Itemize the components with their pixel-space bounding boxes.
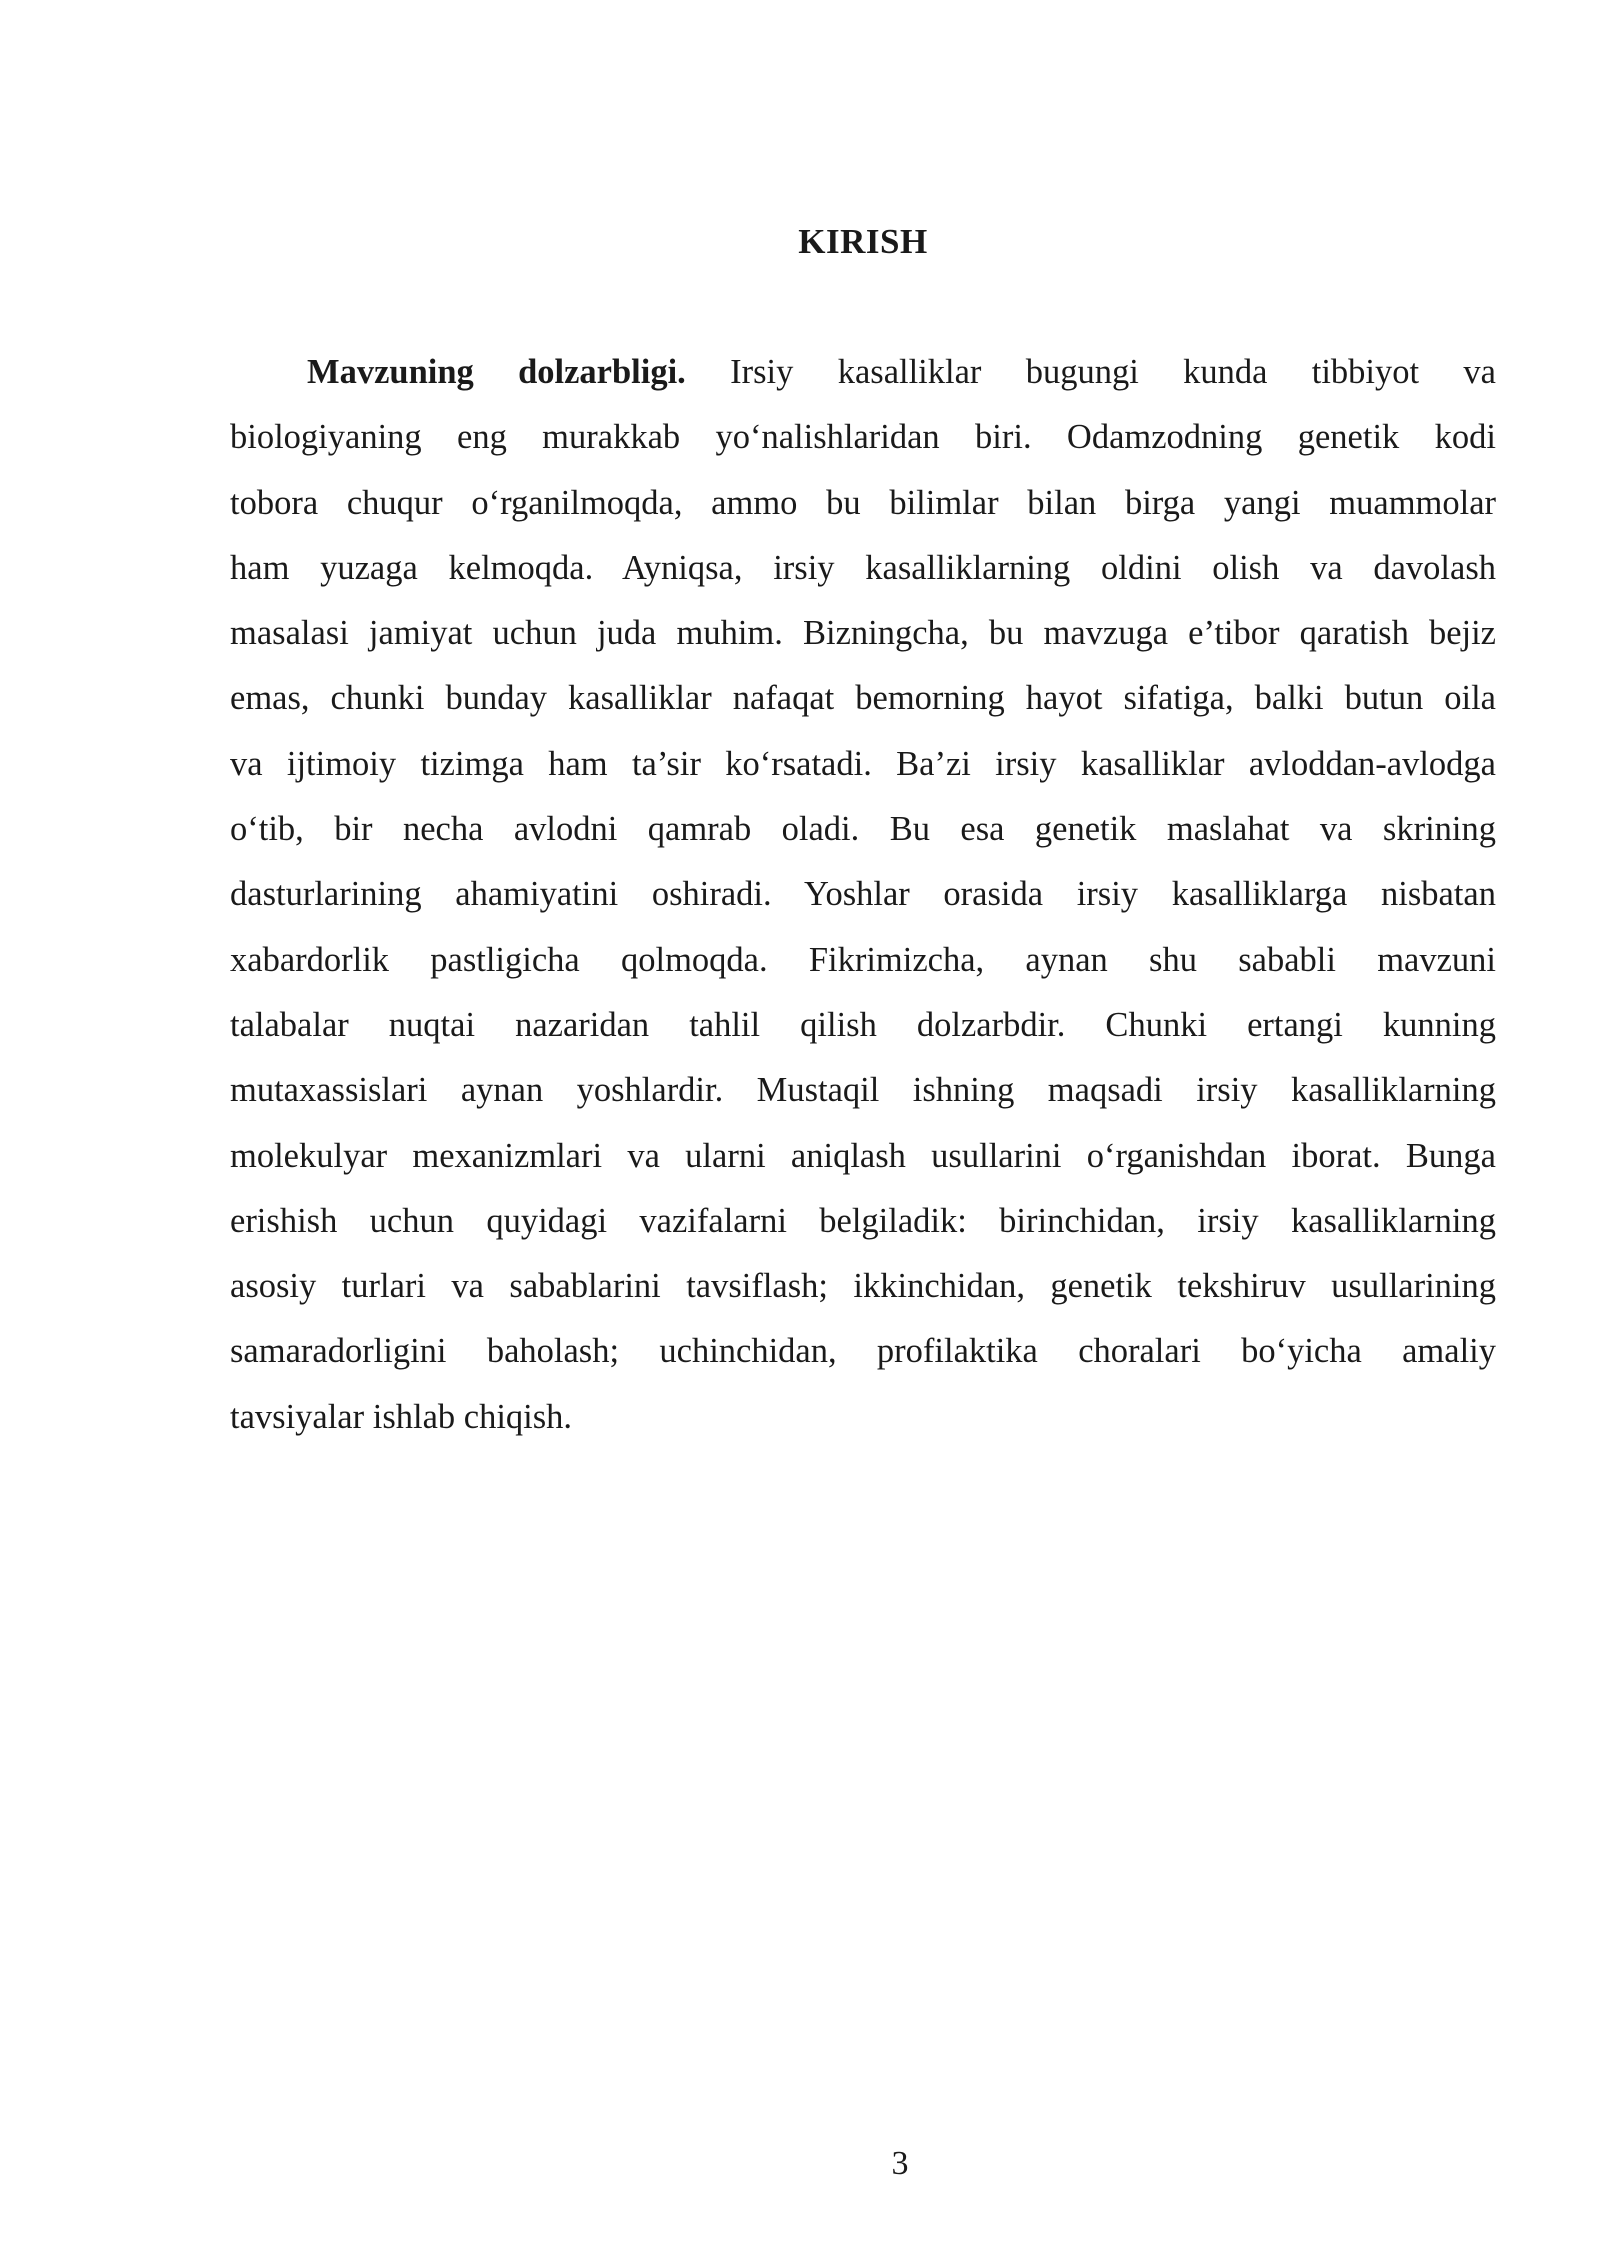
- paragraph-line-17: tavsiyalar ishlab chiqish.: [230, 1397, 573, 1436]
- paragraph-line-1-text: Irsiy kasalliklar bugungi kunda tibbiyot va: [730, 353, 1496, 391]
- paragraph-line-16: samaradorligini baholash; uchinchidan, profilaktika choralari bo‘yicha amaliy: [230, 1332, 1496, 1371]
- paragraph-line-6: emas, chunki bunday kasalliklar nafaqat bemorning hayot sifatiga, balki butun oila: [230, 679, 1496, 718]
- paragraph-line-11: talabalar nuqtai nazaridan tahlil qilish dolzarbdir. Chunki ertangi kunning: [230, 1005, 1496, 1044]
- paragraph-line-4: ham yuzaga kelmoqda. Ayniqsa, irsiy kasalliklarning oldini olish va davolash: [230, 548, 1496, 587]
- paragraph-line-7: va ijtimoiy tizimga ham ta’sir ko‘rsatadi. Ba’zi irsiy kasalliklar avloddan-avlodga: [230, 744, 1496, 783]
- page-number: 3: [891, 2145, 909, 2182]
- body-paragraph: [230, 340, 1496, 1450]
- paragraph-line-5: masalasi jamiyat uchun juda muhim. Bizningcha, bu mavzuga e’tibor qaratish bejiz: [230, 614, 1496, 653]
- paragraph-line-9: dasturlarining ahamiyatini oshiradi. Yoshlar orasida irsiy kasalliklarga nisbatan: [230, 875, 1496, 914]
- lead-label: Mavzuning dolzarbligi.: [307, 353, 686, 391]
- paragraph-line-12: mutaxassislari aynan yoshlardir. Mustaqil ishning maqsadi irsiy kasalliklarning: [230, 1071, 1496, 1110]
- paragraph-line-1: [230, 340, 1496, 405]
- section-heading: KIRISH: [798, 222, 928, 261]
- paragraph-line-8: o‘tib, bir necha avlodni qamrab oladi. Bu esa genetik maslahat va skrining: [230, 810, 1496, 849]
- paragraph-line-3: tobora chuqur o‘rganilmoqda, ammo bu bilimlar bilan birga yangi muammolar: [230, 483, 1496, 522]
- paragraph-line-10: xabardorlik pastligicha qolmoqda. Fikrimizcha, aynan shu sababli mavzuni: [230, 940, 1496, 979]
- paragraph-line-13: molekulyar mexanizmlari va ularni aniqlash usullarini o‘rganishdan iborat. Bunga: [230, 1136, 1496, 1175]
- paragraph-line-2: biologiyaning eng murakkab yo‘nalishlaridan biri. Odamzodning genetik kodi: [230, 418, 1496, 457]
- paragraph-line-15: asosiy turlari va sabablarini tavsiflash; ikkinchidan, genetik tekshiruv usullarining: [230, 1267, 1496, 1306]
- paragraph-line-14: erishish uchun quyidagi vazifalarni belgiladik: birinchidan, irsiy kasalliklarning: [230, 1201, 1496, 1240]
